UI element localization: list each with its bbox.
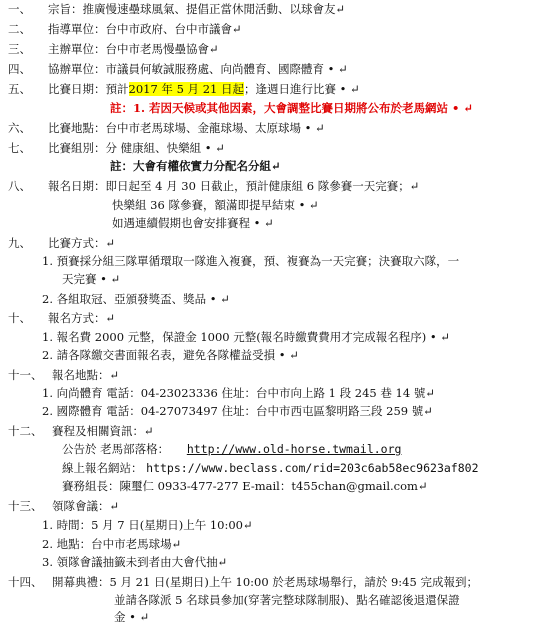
item-14-line2: 並請各隊派 5 名球員參加(穿著完整球隊制服)、點名確認後退還保證 <box>114 593 460 607</box>
item-11-title: 報名地點：↵ <box>52 368 120 382</box>
item-10-sub2: 2. 請各隊繳交書面報名表，避免各隊權益受損 • ↵ <box>42 348 299 362</box>
item-10-title: 報名方式：↵ <box>48 311 116 325</box>
item-4-text: 協辦單位：市議員何敏誠服務處、向尚體育、國際體育 • ↵ <box>48 62 348 76</box>
item-9-sub2: 2. 各組取冠、亞頒發獎盃、獎品 • ↵ <box>42 292 230 306</box>
item-9-sub1-line1: 1. 預賽採分組三隊單循環取一隊進入複賽，預、複賽為一天完賽；決賽取六隊，一 <box>42 254 460 268</box>
item-8-text: 報名日期：即日起至 4 月 30 日截止，預計健康組 6 隊參賽一天完賽；↵ <box>48 179 420 193</box>
item-2-text: 指導單位：台中市政府、台中市議會↵ <box>48 22 242 36</box>
item-7-number: 七、 <box>8 141 31 155</box>
item-13-number: 十三、 <box>8 499 43 513</box>
contact-row: 賽務組長：陳璽仁 0933-477-277 E-mail：t455chan@gmail.com↵ <box>62 479 428 493</box>
item-13-sub1: 1. 時間：5 月 7 日(星期日)上午 10:00↵ <box>42 518 253 532</box>
date-label: 比賽日期：預計 <box>48 82 129 96</box>
item-8-number: 八、 <box>8 179 31 193</box>
item-9-number: 九、 <box>8 236 31 250</box>
item-5-number: 五、 <box>8 82 31 96</box>
item-2-number: 二、 <box>8 22 31 36</box>
item-13-sub2: 2. 地點：台中市老馬球場↵ <box>42 537 182 551</box>
item-8-line3: 如遇連續假期也會安排賽程 • ↵ <box>112 216 274 230</box>
item-12-number: 十二、 <box>8 424 43 438</box>
item-13-sub3: 3. 領隊會議抽籤未到者由大會代抽↵ <box>42 555 228 569</box>
online-row <box>62 461 479 476</box>
item-14-line1: 開幕典禮：5 月 21 日(星期日)上午 10:00 於老馬球場舉行，請於 9:45 完成報到； <box>52 575 478 589</box>
item-6-text: 比賽地點：台中市老馬球場、金龍球場、太原球場 • ↵ <box>48 121 325 135</box>
date-change-notice: 註：1. 若因天候或其他因素，大會調整比賽日期將公布於老馬網站 • ↵ <box>110 101 473 115</box>
blog-link[interactable]: http://www.old-horse.twmail.org <box>186 442 402 456</box>
item-11-number: 十一、 <box>8 368 43 382</box>
item-10-sub1: 1. 報名費 2000 元整，保證金 1000 元整(報名時繳費費用才完成報名程序) • ↵ <box>42 330 450 344</box>
item-1-number: 一、 <box>8 2 31 16</box>
item-11-sub2: 2. 國際體育 電話：04-27073497 住址：台中市西屯區黎明路三段 259 號↵ <box>42 404 433 418</box>
online-link[interactable]: https://www.beclass.com/rid=203c6ab58ec9623af802 <box>146 461 479 475</box>
item-14-number: 十四、 <box>8 575 43 589</box>
item-14-line3: 金 • ↵ <box>114 610 150 624</box>
item-8-line2: 快樂組 36 隊參賽，額滿即提早結束 • ↵ <box>112 198 319 212</box>
date-suffix: ；逢週日進行比賽 • ↵ <box>244 82 360 96</box>
highlighted-date: 2017 年 5 月 21 日起 <box>128 82 244 96</box>
item-10-number: 十、 <box>8 311 31 325</box>
online-label: 線上報名網站： <box>62 461 143 475</box>
item-5-text <box>48 82 360 97</box>
item-3-text: 主辦單位：台中市老馬慢壘協會↵ <box>48 42 219 56</box>
item-1-text: 宗旨：推廣慢速壘球風氣、提倡正當休閒活動、以球會友↵ <box>48 2 346 16</box>
item-9-title: 比賽方式：↵ <box>48 236 116 250</box>
blog-label: 公告於 老馬部落格： <box>62 442 170 456</box>
item-12-title: 賽程及相關資訊：↵ <box>52 424 154 438</box>
blog-row <box>62 442 401 457</box>
item-3-number: 三、 <box>8 42 31 56</box>
item-7-text: 比賽組別：分 健康組、快樂組 • ↵ <box>48 141 225 155</box>
item-6-number: 六、 <box>8 121 31 135</box>
grouping-notice: 註：大會有權依實力分配名分組↵ <box>110 159 281 173</box>
item-11-sub1: 1. 向尚體育 電話：04-23023336 住址：台中市向上路 1 段 245 巷 14 號↵ <box>42 386 435 400</box>
item-9-sub1-line2: 天完賽 • ↵ <box>62 272 121 286</box>
item-13-title: 領隊會議：↵ <box>52 499 120 513</box>
item-4-number: 四、 <box>8 62 31 76</box>
